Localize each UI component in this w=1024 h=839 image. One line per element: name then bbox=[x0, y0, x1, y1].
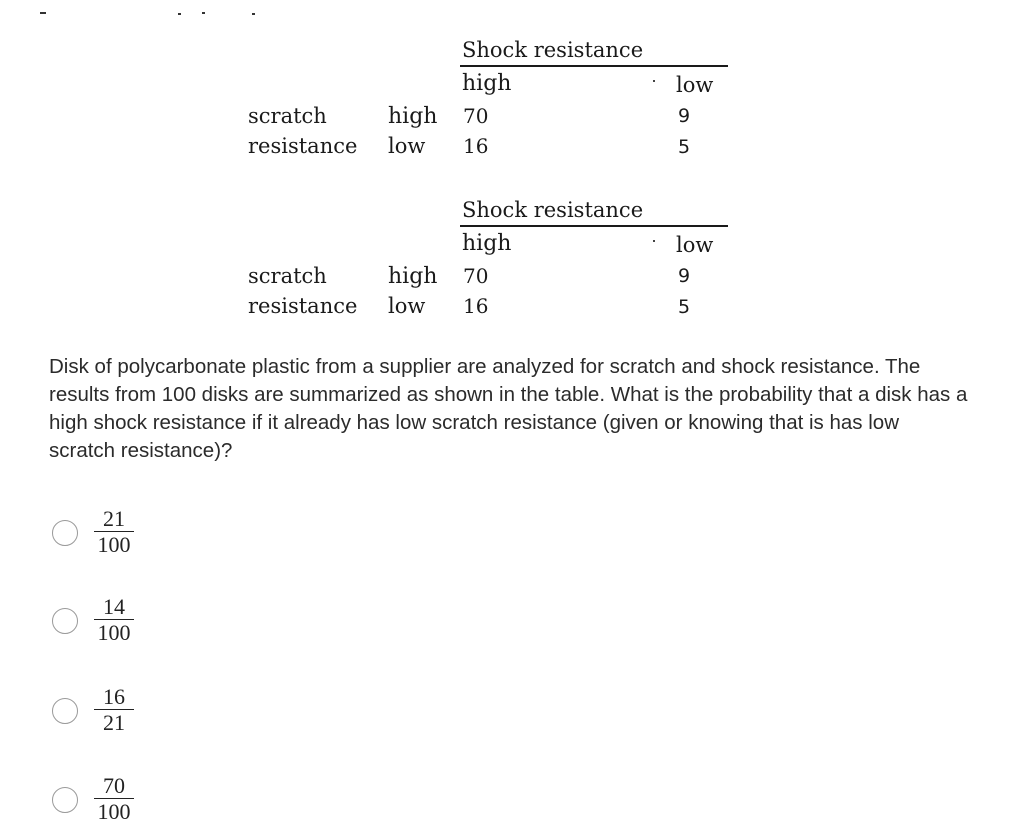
radio-button[interactable] bbox=[52, 520, 78, 546]
table-title: Shock resistance bbox=[462, 198, 644, 222]
answer-option-3[interactable] bbox=[52, 684, 192, 742]
fraction-denominator: 21 bbox=[103, 710, 125, 735]
fraction bbox=[94, 508, 134, 556]
cell-high-low: 9 bbox=[678, 105, 691, 127]
top-stray-mark bbox=[40, 12, 46, 14]
row-label-scratch: scratch bbox=[248, 104, 327, 128]
cell-high-low: 9 bbox=[678, 265, 691, 287]
row-label-scratch: scratch bbox=[248, 264, 327, 288]
answer-option-1[interactable] bbox=[52, 506, 192, 564]
row-label-resistance: resistance bbox=[248, 294, 358, 318]
row-label-low: low bbox=[388, 134, 426, 158]
cell-high-high: 70 bbox=[463, 264, 489, 288]
cell-high-high: 70 bbox=[463, 104, 489, 128]
row-label-low: low bbox=[388, 294, 426, 318]
cell-low-low: 5 bbox=[678, 136, 691, 158]
fraction bbox=[94, 686, 134, 734]
cell-low-low: 5 bbox=[678, 296, 691, 318]
column-header-low: low bbox=[676, 233, 714, 257]
row-label-high: high bbox=[388, 104, 438, 129]
question-text: Disk of polycarbonate plastic from a supplier are analyzed for scratch and shock resistance. The results from 100 disks are summarized as shown in the table. What is the probability that a disk has a high shock resistance if it already has low scratch resistance (given or knowing that is has low scratch resistance)? bbox=[49, 355, 968, 462]
contingency-table-1 bbox=[248, 40, 738, 180]
column-header-high: high bbox=[462, 71, 512, 96]
radio-button[interactable] bbox=[52, 608, 78, 634]
fraction-numerator: 21 bbox=[103, 506, 125, 531]
fraction-denominator: 100 bbox=[97, 799, 131, 824]
cell-low-high: 16 bbox=[463, 294, 489, 318]
fraction-denominator: 100 bbox=[97, 620, 131, 645]
fraction-numerator: 14 bbox=[103, 594, 125, 619]
table-header-rule bbox=[460, 65, 728, 67]
answer-option-4[interactable] bbox=[52, 773, 192, 831]
top-stray-mark bbox=[202, 12, 205, 14]
fraction-numerator: 70 bbox=[103, 773, 125, 798]
column-header-low: low bbox=[676, 73, 714, 97]
contingency-table-2 bbox=[248, 200, 738, 340]
table-header-rule bbox=[460, 225, 728, 227]
column-header-high: high bbox=[462, 231, 512, 256]
radio-button[interactable] bbox=[52, 787, 78, 813]
table-title: Shock resistance bbox=[462, 38, 644, 62]
fraction bbox=[94, 596, 134, 644]
top-stray-mark bbox=[178, 13, 181, 15]
fraction-numerator: 16 bbox=[103, 684, 125, 709]
answer-option-2[interactable] bbox=[52, 594, 192, 652]
fraction bbox=[94, 775, 134, 823]
fraction-denominator: 100 bbox=[97, 532, 131, 557]
scan-speck bbox=[653, 80, 655, 82]
row-label-resistance: resistance bbox=[248, 134, 358, 158]
top-stray-mark bbox=[252, 13, 255, 15]
row-label-high: high bbox=[388, 264, 438, 289]
cell-low-high: 16 bbox=[463, 134, 489, 158]
radio-button[interactable] bbox=[52, 698, 78, 724]
scan-speck bbox=[653, 240, 655, 242]
